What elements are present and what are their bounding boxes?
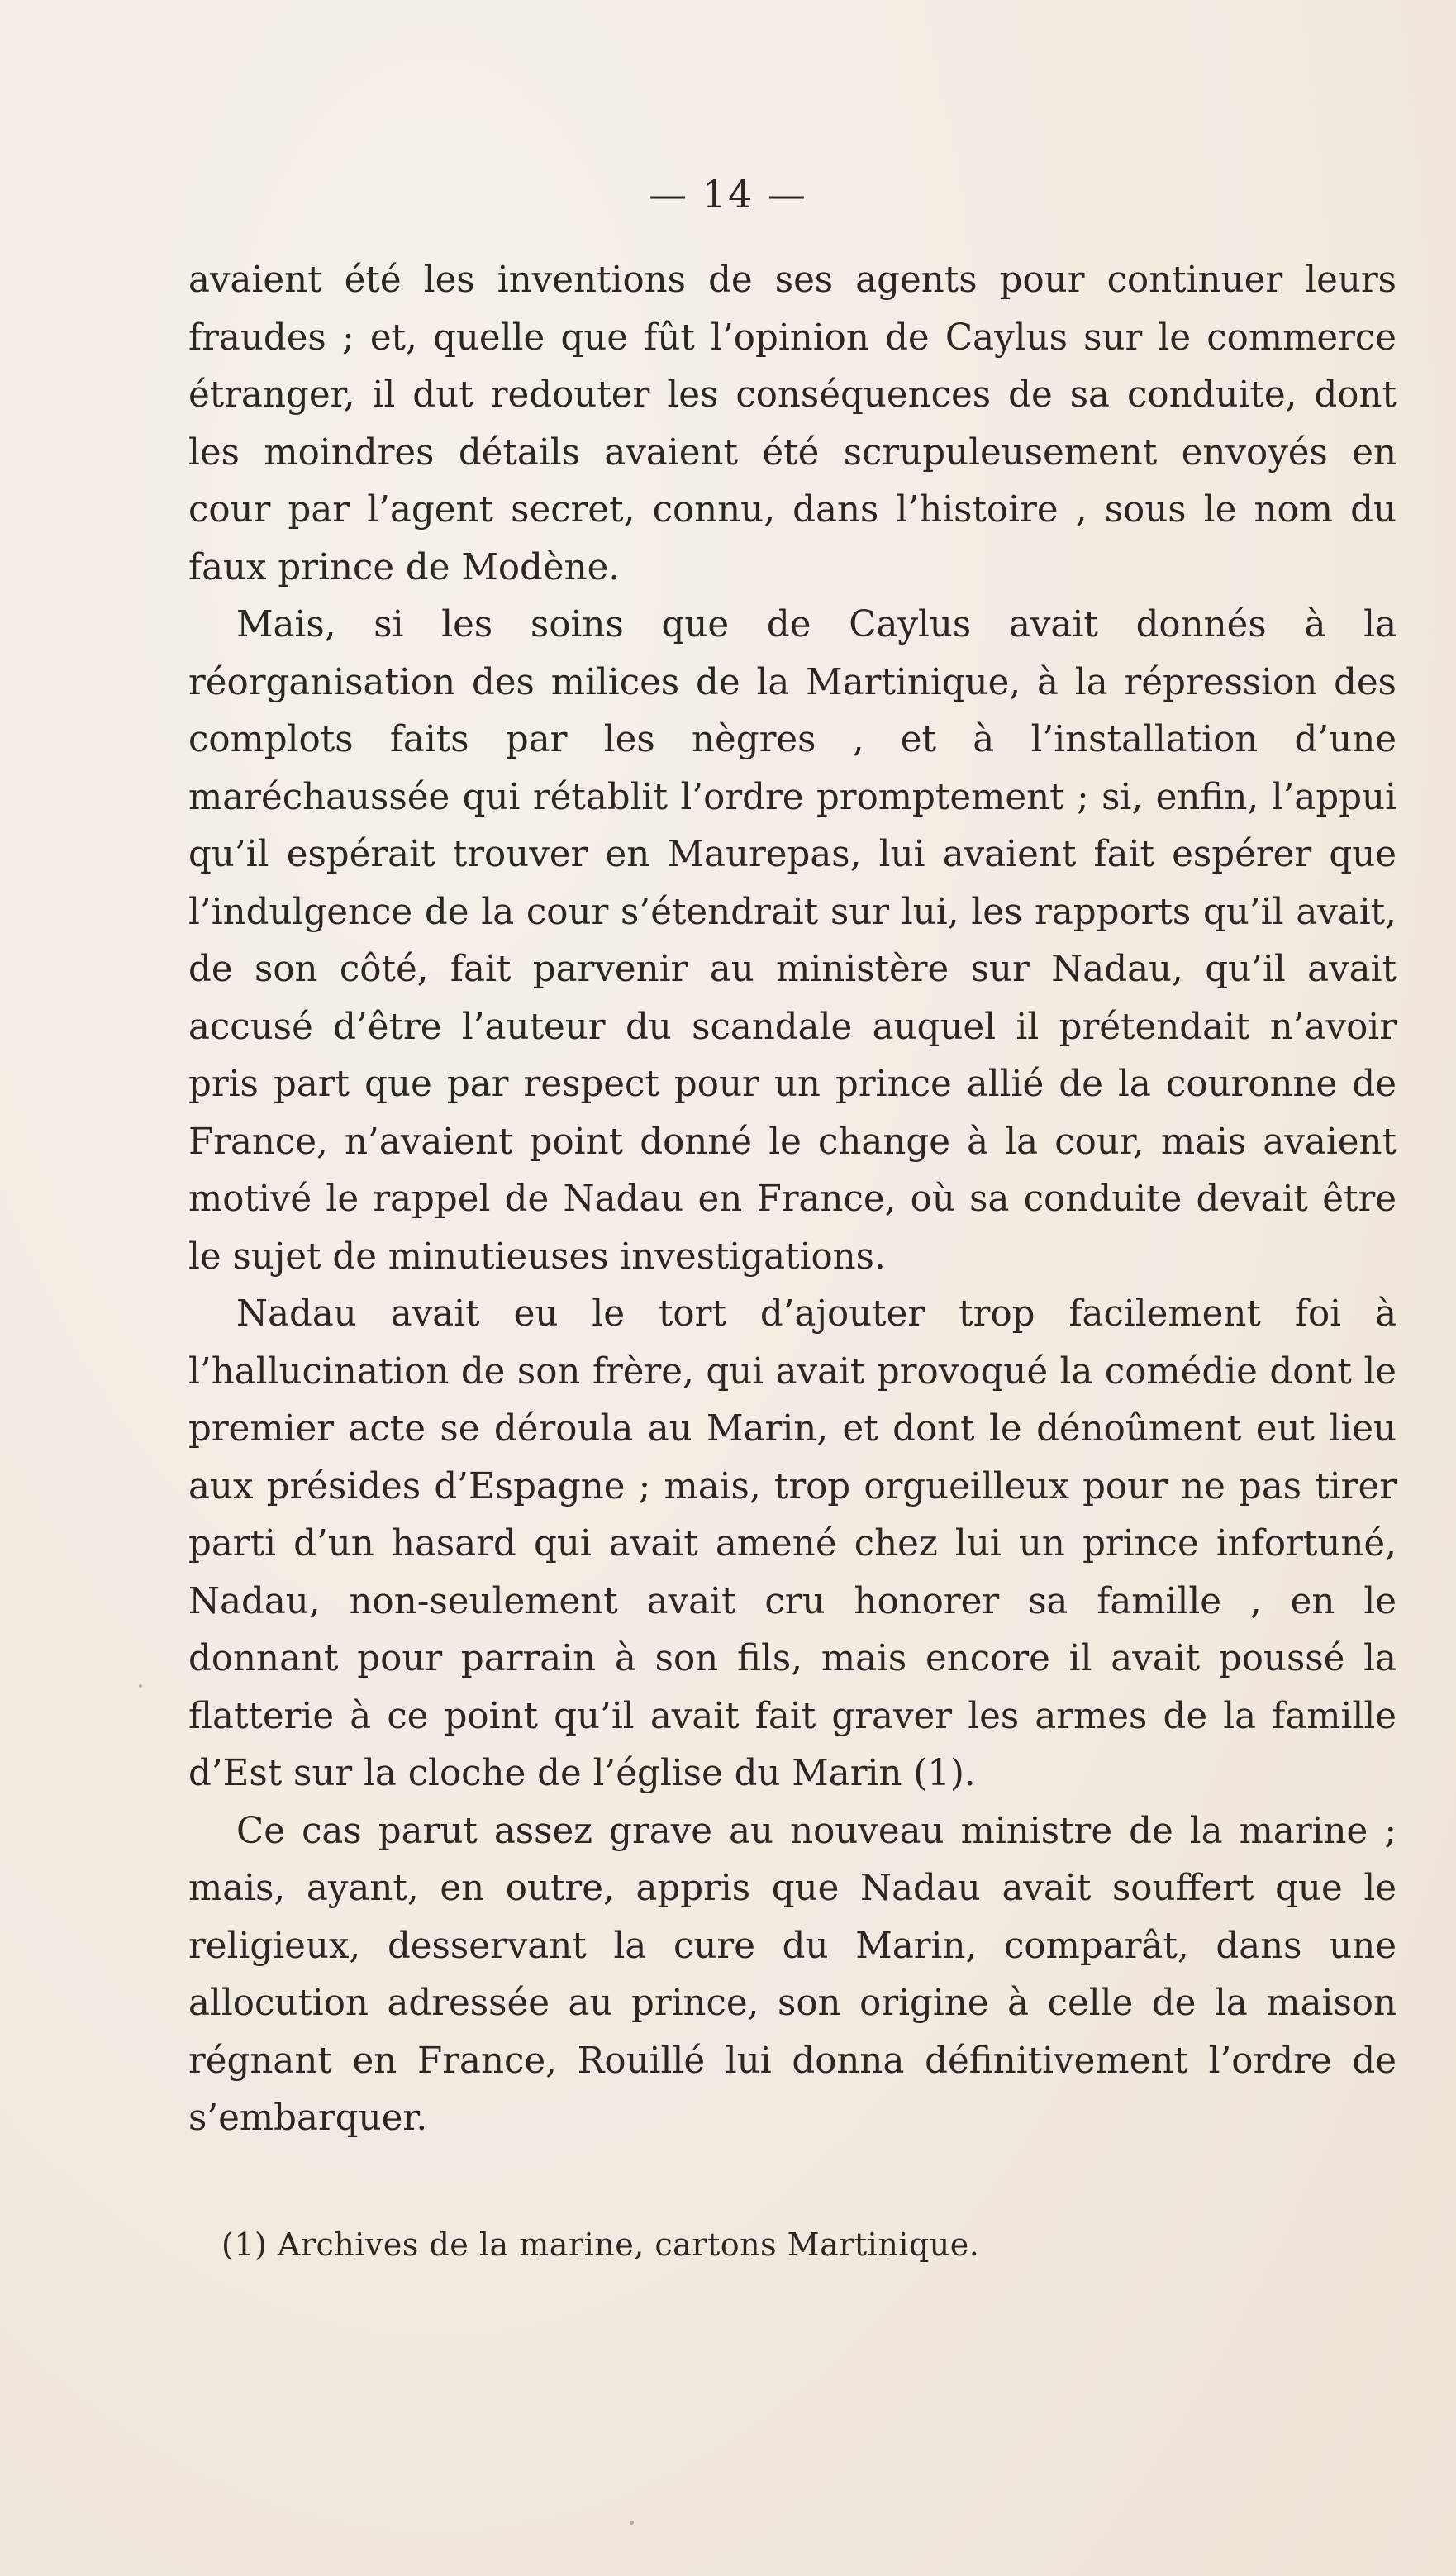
body-text — [188, 252, 1397, 2148]
footnote: (1) Archives de la marine, cartons Martinique. — [221, 2226, 980, 2263]
paper-speck — [139, 1684, 142, 1688]
page-number: — 14 — — [649, 172, 807, 217]
paragraph-rouille: Ce cas parut assez grave au nouveau ministre de la marine ; mais, ayant, en outre, appris que Nadau avait souffert que le religieux, desservant la cure du Marin, comparât, dans une allocution adressée au prince, son origine à celle de la maison régnant en France, Rouillé lui donna définitivement l’ordre de s’embarquer. — [188, 1810, 1397, 2139]
paper-speck — [630, 2521, 634, 2525]
paragraph-continuation: avaient été les inventions de ses agents pour continuer leurs fraudes ; et, quelle que fût l’opinion de Caylus sur le commerce étranger, il dut redouter les conséquences de sa conduite, dont les moindres détails avaient été scrupuleusement envoyés en cour par l’agent secret, connu, dans l’histoire , sous le nom du faux prince de Modène. — [188, 260, 1397, 588]
paragraph-caylus: Mais, si les soins que de Caylus avait donnés à la réorganisation des milices de la Martinique, à la répression des complots faits par les nègres , et à l’installation d’une maréchaussée qui rétablit l’ordre promptement ; si, enfin, l’appui qu’il espérait trouver en Maurepas, lui avaient fait espérer que l’indulgence de la cour s’étendrait sur lui, les rapports qu’il avait, de son côté, fait parvenir au ministère sur Nadau, qu’il avait accusé d’être l’auteur du scandale auquel il prétendait n’avoir pris part que par respect pour un prince allié de la couronne de France, n’avaient point donné le change à la cour, mais avaient motivé le rappel de Nadau en France, où sa conduite devait être le sujet de minutieuses investigations. — [188, 604, 1397, 1278]
paragraph-nadau: Nadau avait eu le tort d’ajouter trop facilement foi à l’hallucination de son frère, qui avait provoqué la comédie dont le premier acte se déroula au Marin, et dont le dénoûment eut lieu aux présides d’Espagne ; mais, trop orgueilleux pour ne pas tirer parti d’un hasard qui avait amené chez lui un prince infortuné, Nadau, non-seulement avait cru honorer sa famille , en le donnant pour parrain à son fils, mais encore il avait poussé la flatterie à ce point qu’il avait fait graver les armes de la famille d’Est sur la cloche de l’église du Marin (1). — [188, 1293, 1397, 1794]
